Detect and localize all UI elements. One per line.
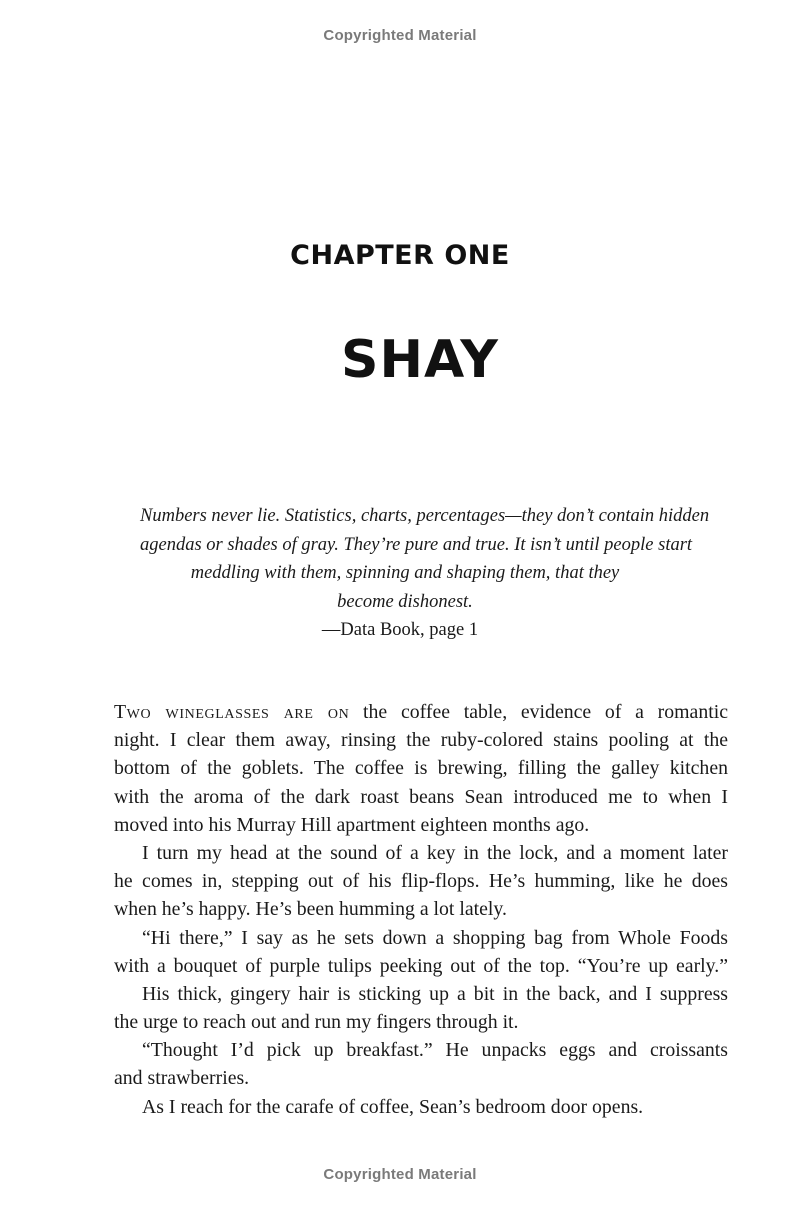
epigraph-line: Numbers never lie. Statistics, charts, percentages—they don’t contain hidden: [140, 506, 710, 526]
body-line: His thick, gingery hair is sticking up a bit in the back, and I suppress: [142, 982, 728, 1005]
body-text: [114, 698, 728, 1121]
body-line: bottom of the goblets. The coffee is brewing, filling the galley kitchen: [114, 757, 728, 780]
body-line: when he’s happy. He’s been humming a lot lately.: [114, 898, 507, 921]
body-line: he comes in, stepping out of his flip-flops. He’s humming, like he does: [114, 870, 728, 893]
body-line: “Hi there,” I say as he sets down a shopping bag from Whole Foods: [142, 926, 728, 949]
epigraph: [140, 502, 710, 616]
watermark-top: Copyrighted Material: [323, 27, 477, 44]
body-line: “Thought I’d pick up breakfast.” He unpacks eggs and croissants: [142, 1039, 728, 1062]
body-line: I turn my head at the sound of a key in the lock, and a moment later: [142, 841, 728, 864]
body-line: night. I clear them away, rinsing the ruby-colored stains pooling at the: [114, 729, 728, 752]
chapter-title: SHAY: [341, 330, 499, 390]
chapter-label: CHAPTER ONE: [290, 240, 510, 271]
body-line-text: the coffee table, evidence of a romantic: [349, 701, 728, 723]
epigraph-line: agendas or shades of gray. They’re pure and true. It isn’t until people start: [140, 534, 693, 555]
body-line: moved into his Murray Hill apartment eighteen months ago.: [114, 813, 590, 836]
epigraph-line: meddling with them, spinning and shaping them, that they: [190, 563, 620, 583]
body-line: the urge to reach out and run my fingers through it.: [114, 1011, 519, 1034]
body-line: with the aroma of the dark roast beans Sean introduced me to when I: [114, 785, 728, 808]
body-line: As I reach for the carafe of coffee, Sean’s bedroom door opens.: [142, 1095, 644, 1118]
watermark-bottom: Copyrighted Material: [323, 1166, 477, 1183]
body-line: with a bouquet of purple tulips peeking out of the top. “You’re up early.”: [114, 954, 728, 977]
opening-smallcaps: Two wineglasses are on: [114, 701, 350, 723]
body-line: and strawberries.: [114, 1067, 250, 1090]
body-line: [114, 698, 728, 726]
epigraph-line: become dishonest.: [337, 591, 473, 612]
epigraph-attribution: —Data Book, page 1: [321, 620, 479, 640]
